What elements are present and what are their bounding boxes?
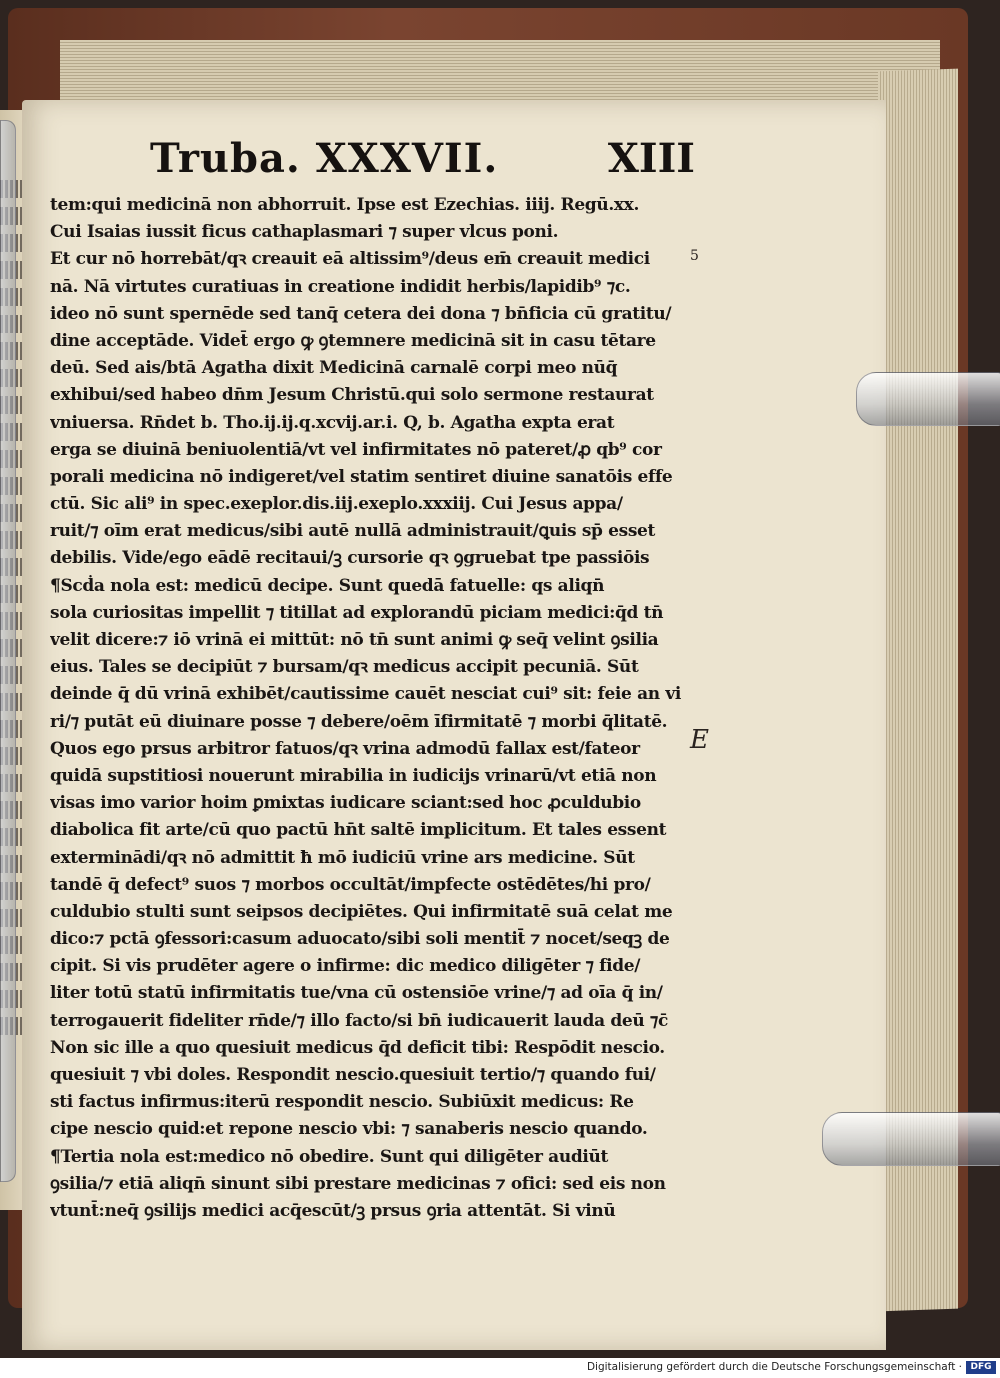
folio-number: XIII	[607, 135, 695, 182]
text-line: culdubio stulti sunt seipsos decipiētes. Qui infirmitatē suā celat me	[50, 901, 673, 922]
text-line: dine acceptāde. Videt̄ ergo ꝙ ꝯtemnere medicinā sit in casu tētare	[50, 330, 656, 351]
text-line: quidā supstitiosi nouerunt mirabilia in iudicijs vrinarū/vt etiā non	[50, 765, 657, 786]
margin-note-letter: E	[690, 725, 709, 755]
text-line: Et cur nō horrebāt/qꝛ creauit eā altissim⁹/deus em̄ creauit medici	[50, 249, 650, 270]
text-line: ꝯsilia/⁊ etiā aliqn̄ sinunt sibi prestare medicinas ⁊ ofici: sed eis non	[50, 1173, 666, 1194]
text-line: quesiuit ⁊ vbi doles. Respondit nescio.quesiuit tertio/⁊ quando fui/	[50, 1065, 656, 1085]
text-line: exterminādi/qꝛ nō admittit ħ mō iudiciū vrine ars medicine. Sūt	[50, 847, 635, 868]
running-title: Truba. XXXVII.	[150, 135, 499, 182]
text-line: debilis. Vide/ego eādē recitaui/ꝫ cursorie qꝛ ꝯgruebat tpe passiōis	[50, 548, 650, 569]
glass-clip-top	[856, 372, 1000, 426]
text-line: ideo nō sunt spernēde sed tanq̄ cetera dei dona ⁊ bn̄ficia cū gratitu/	[50, 303, 672, 324]
margin-note-number: 5	[690, 248, 699, 264]
text-line: sola curiositas impellit ⁊ titillat ad explorandū piciam medici:q̄d tn̄	[50, 602, 664, 623]
text-line: terrogauerit fideliter rn̄de/⁊ illo facto/si bn̄ iudicauerit lauda deū ⁊c̄	[50, 1010, 669, 1031]
text-line: deinde q̄ dū vrinā exhibēt/cautissime cauēt nesciat cui⁹ sit: feie an vi	[50, 684, 681, 705]
text-line: ¶Tertia nola est:medico nō obedire. Sunt qui diligēter audiūt	[50, 1146, 608, 1167]
glass-clip-bottom	[822, 1112, 1000, 1166]
dfg-logo: DFG	[966, 1361, 996, 1374]
text-line: velit dicere:⁊ iō vrinā ei mittūt: nō tn̄ sunt animi ꝙ seq̄ velint ꝯsilia	[50, 630, 659, 650]
text-block	[50, 192, 686, 1225]
text-line: Non sic ille a quo quesiuit medicus q̄d deficit tibi: Respōdit nescio.	[50, 1037, 665, 1058]
text-line: vniuersa. Rn̄det b. Tho.ij.ij.q.xcvij.ar.i. Q, b. Agatha expta erat	[50, 412, 615, 433]
text-line: nā. Nā virtutes curatiuas in creatione indidit herbis/lapidib⁹ ⁊c.	[50, 276, 631, 297]
text-line: sti factus infirmus:iterū respondit nescio. Subiūxit medicus: Re	[50, 1092, 634, 1113]
text-line: ctū. Sic ali⁹ in spec.exeplor.dis.iij.exeplo.xxxiij. Cui Jesus appa/	[50, 494, 623, 515]
text-line: erga se diuinā beniuolentiā/vt vel infirmitates nō pateret/ꝓ qb⁹ cor	[50, 439, 662, 460]
page-header	[150, 135, 695, 187]
text-line: liter totū statū infirmitatis tue/vna cū ostensiōe vrine/⁊ ad oīa q̄ in/	[50, 983, 663, 1004]
text-line: diabolica fit arte/cū quo pactū hn̄t saltē implicitum. Et tales essent	[50, 820, 667, 841]
text-line: porali medicina nō indigeret/vel statim sentiret diuine sanatōis effe	[50, 466, 673, 487]
text-line: eius. Tales se decipiūt ⁊ bursam/qꝛ medicus accipit pecuniā. Sūt	[50, 657, 639, 678]
text-line: visas imo varior hoim ꝑmixtas iudicare sciant:sed hoc ꝓculdubio	[50, 793, 641, 814]
text-line: ruit/⁊ oīm erat medicus/sibi autē nullā administrauit/ꝗuis sp̄ esset	[50, 521, 656, 542]
text-line: Quos ego prsus arbitror fatuos/qꝛ vrina admodū fallax est/fateor	[50, 738, 640, 759]
text-line: Cui Isaias iussit ficus cathaplasmari ⁊ super vlcus poni.	[50, 222, 559, 243]
text-line: vtunt̄:neq̄ ꝯsilijs medici acq̄escūt/ꝫ prsus ꝯria attentāt. Si vinū	[50, 1200, 616, 1221]
text-line: cipit. Si vis prudēter agere o infirme: dic medico diligēter ⁊ fide/	[50, 956, 641, 977]
text-line: exhibui/sed habeo dn̄m Jesum Christū.qui solo sermone restaurat	[50, 385, 654, 406]
text-line: ¶Scḋa nola est: medicū decipe. Sunt quedā fatuelle: qs aliqn̄	[50, 575, 605, 596]
text-line: tandē q̄ defect⁹ suos ⁊ morbos occultāt/impfecte ostēdētes/hi pro/	[50, 874, 651, 895]
text-line: tem:qui medicinā non abhorruit. Ipse est Ezechias. iiij. Regū.xx.	[50, 195, 640, 215]
text-line: cipe nescio quid:et repone nescio vbi: ⁊ sanaberis nescio quando.	[50, 1119, 648, 1140]
text-line: ri/⁊ putāt eū diuinare posse ⁊ debere/oēm īfirmitatē ⁊ morbi q̄litatē.	[50, 711, 668, 732]
glass-clip-left	[0, 120, 16, 1182]
funding-credit: Digitalisierung gefördert durch die Deutsche Forschungsgemeinschaft ·	[586, 1361, 962, 1373]
text-line: dico:⁊ pctā ꝯfessori:casum aduocato/sibi soli mentit̄ ⁊ nocet/seqꝫ de	[50, 929, 670, 950]
text-line: deū. Sed ais/btā Agatha dixit Medicinā carnalē corpi meo nūq̄	[50, 358, 618, 379]
footer-bar	[0, 1358, 1000, 1378]
